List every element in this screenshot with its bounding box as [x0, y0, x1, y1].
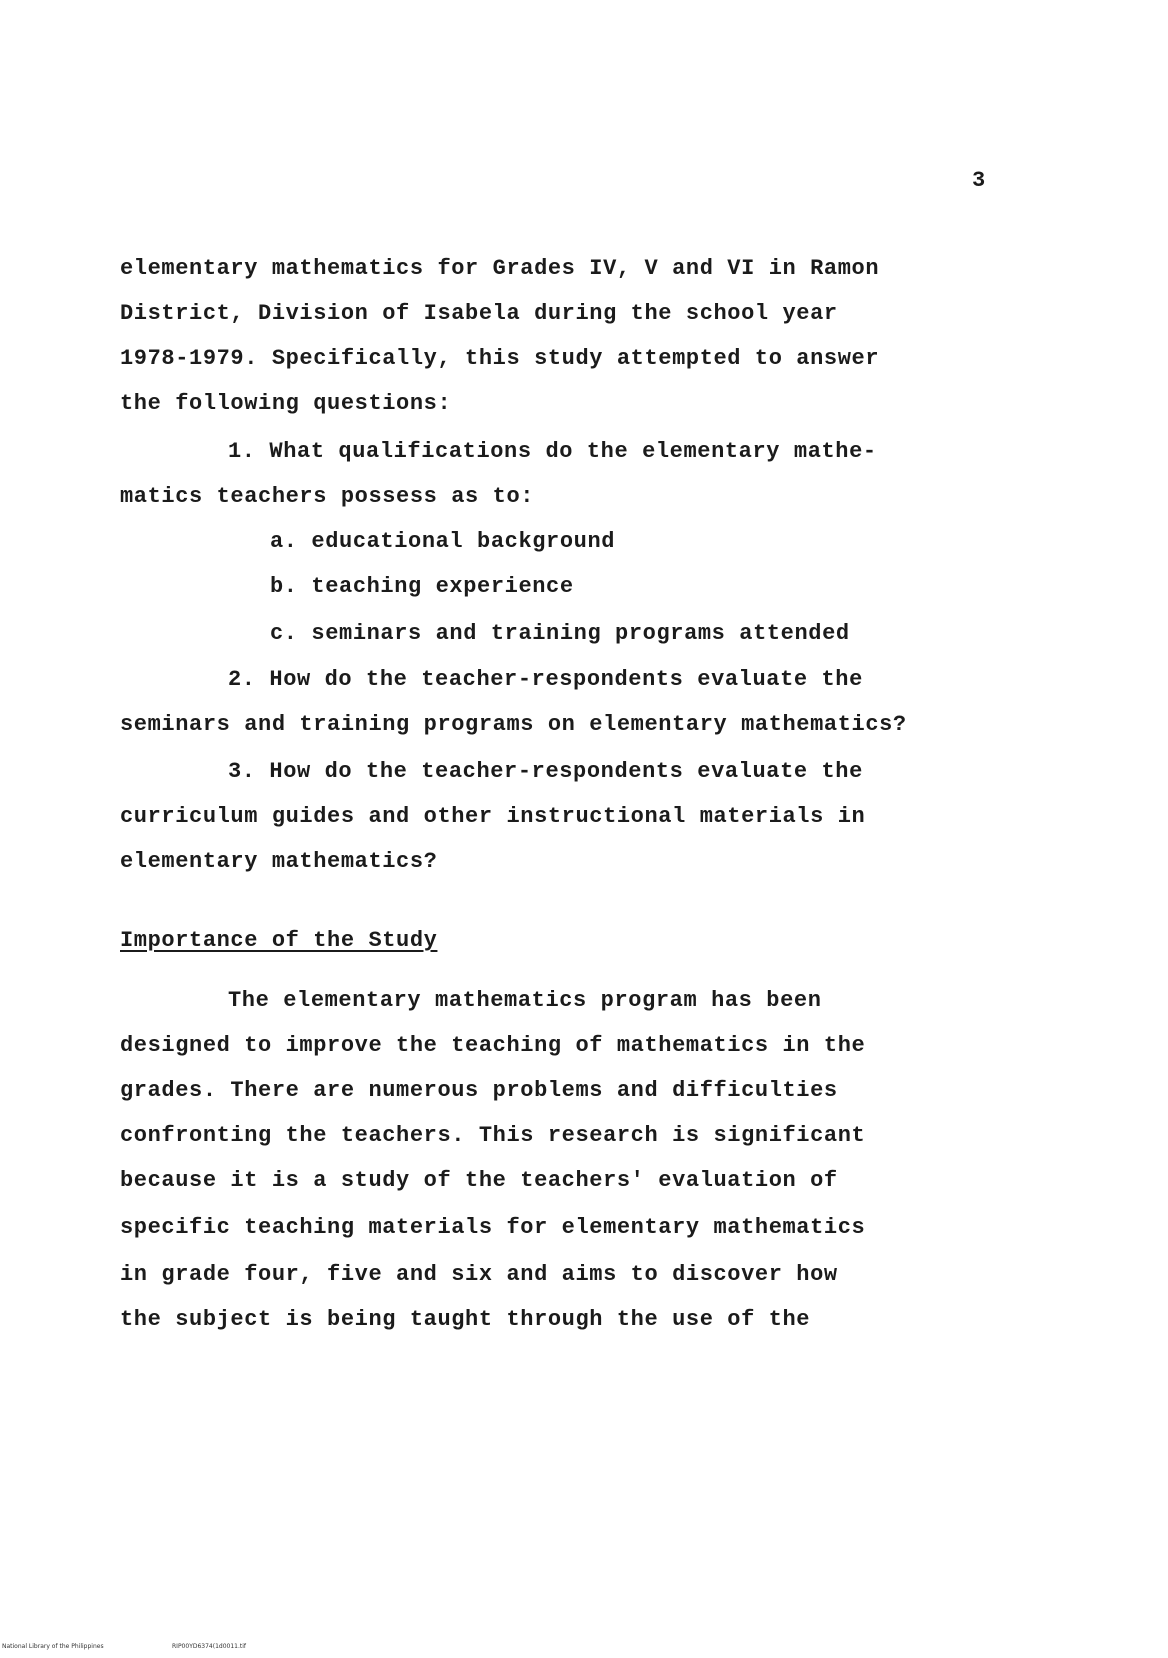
- text-line: elementary mathematics?: [120, 849, 438, 874]
- question-1: 1. What qualifications do the elementary mathe-: [228, 439, 877, 464]
- footer-library: National Library of the Philippines: [2, 1643, 104, 1650]
- text-line: matics teachers possess as to:: [120, 484, 535, 509]
- text-line: elementary mathematics for Grades IV, V and VI in Ramon: [120, 256, 880, 281]
- body-line: because it is a study of the teachers' evaluation of: [120, 1168, 838, 1193]
- body-line: the subject is being taught through the use of the: [120, 1307, 811, 1332]
- body-line: confronting the teachers. This research is significant: [120, 1123, 866, 1148]
- body-line: in grade four, five and six and aims to discover how: [120, 1262, 838, 1287]
- page-number: 3: [972, 168, 986, 193]
- text-line: the following questions:: [120, 391, 452, 416]
- text-line: 1978-1979. Specifically, this study attempted to answer: [120, 346, 880, 371]
- question-3: 3. How do the teacher-respondents evaluate the: [228, 759, 863, 784]
- body-line: designed to improve the teaching of mathematics in the: [120, 1033, 866, 1058]
- question-2: 2. How do the teacher-respondents evaluate the: [228, 667, 863, 692]
- footer-file: RIP00YD6374(1d0011.tif: [172, 1643, 247, 1650]
- sub-item-c: c. seminars and training programs attended: [270, 621, 850, 646]
- section-heading: Importance of the Study: [120, 928, 438, 953]
- body-line: The elementary mathematics program has been: [228, 988, 822, 1013]
- sub-item-b: b. teaching experience: [270, 574, 574, 599]
- sub-item-a: a. educational background: [270, 529, 616, 554]
- text-line: seminars and training programs on elementary mathematics?: [120, 712, 907, 737]
- body-line: specific teaching materials for elementary mathematics: [120, 1215, 866, 1240]
- text-line: curriculum guides and other instructional materials in: [120, 804, 866, 829]
- body-line: grades. There are numerous problems and difficulties: [120, 1078, 838, 1103]
- text-line: District, Division of Isabela during the school year: [120, 301, 838, 326]
